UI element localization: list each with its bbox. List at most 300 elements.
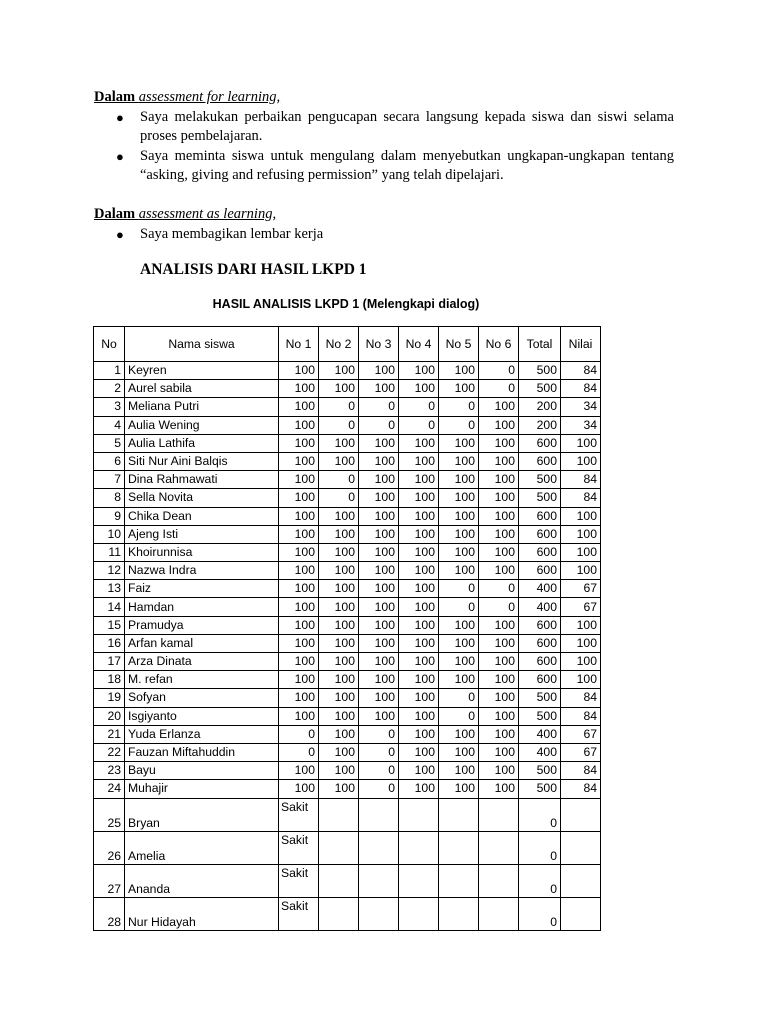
score-cell: 100	[479, 762, 519, 780]
row-number: 17	[94, 653, 125, 671]
nilai-cell: 100	[561, 525, 601, 543]
row-number: 27	[94, 864, 125, 897]
score-cell: 100	[399, 471, 439, 489]
score-cell: 100	[319, 616, 359, 634]
score-cell: 100	[279, 671, 319, 689]
student-name: Ananda	[125, 864, 279, 897]
column-header: Total	[519, 327, 561, 362]
section-assessment-for	[94, 88, 674, 185]
score-cell: 100	[479, 743, 519, 761]
score-cell: 100	[439, 634, 479, 652]
score-cell: 100	[439, 471, 479, 489]
score-cell: 100	[439, 525, 479, 543]
column-header: No	[94, 327, 125, 362]
score-cell: 100	[479, 707, 519, 725]
row-number: 23	[94, 762, 125, 780]
student-name: Yuda Erlanza	[125, 725, 279, 743]
score-cell: 100	[359, 562, 399, 580]
score-cell: 100	[399, 616, 439, 634]
score-cell: 100	[399, 598, 439, 616]
row-number: 1	[94, 362, 125, 380]
score-cell: 0	[319, 416, 359, 434]
score-cell: 100	[399, 762, 439, 780]
nilai-cell: 84	[561, 707, 601, 725]
table-row	[94, 634, 601, 652]
section-heading: Dalam assessment as learning,	[94, 206, 277, 222]
student-name: Hamdan	[125, 598, 279, 616]
column-header: Nilai	[561, 327, 601, 362]
score-cell: 0	[439, 580, 479, 598]
score-cell: 100	[319, 562, 359, 580]
total-cell: 500	[519, 489, 561, 507]
score-cell: 100	[359, 380, 399, 398]
student-name: Pramudya	[125, 616, 279, 634]
score-cell: 100	[479, 489, 519, 507]
score-cell: 0	[279, 743, 319, 761]
score-cell: 100	[279, 452, 319, 470]
total-cell: 600	[519, 616, 561, 634]
table-body	[94, 362, 601, 931]
nilai-cell: 84	[561, 780, 601, 798]
score-cell: 0	[359, 743, 399, 761]
total-cell: 200	[519, 416, 561, 434]
table-row	[94, 416, 601, 434]
score-cell: 100	[319, 725, 359, 743]
bullet-icon: ●	[116, 110, 124, 125]
row-number: 10	[94, 525, 125, 543]
row-number: 21	[94, 725, 125, 743]
score-cell: 100	[439, 434, 479, 452]
score-cell: 100	[479, 452, 519, 470]
score-cell: 100	[399, 380, 439, 398]
score-cell: 100	[399, 525, 439, 543]
score-cell: 100	[319, 743, 359, 761]
empty-cell	[319, 798, 359, 831]
score-cell: 100	[479, 434, 519, 452]
score-cell: 100	[279, 380, 319, 398]
row-number: 16	[94, 634, 125, 652]
score-cell: 100	[479, 416, 519, 434]
row-number: 18	[94, 671, 125, 689]
table-row	[94, 780, 601, 798]
nilai-cell: 67	[561, 598, 601, 616]
score-cell: 100	[319, 689, 359, 707]
section-heading: Dalam assessment for learning,	[94, 89, 281, 105]
score-cell: 100	[359, 598, 399, 616]
student-name: Faiz	[125, 580, 279, 598]
total-cell: 500	[519, 471, 561, 489]
score-cell: 0	[399, 416, 439, 434]
score-cell: 100	[359, 689, 399, 707]
student-name: Chika Dean	[125, 507, 279, 525]
row-number: 14	[94, 598, 125, 616]
score-cell: 100	[359, 525, 399, 543]
bullet-icon: ●	[116, 149, 124, 164]
score-cell: 100	[319, 380, 359, 398]
score-cell: 100	[279, 489, 319, 507]
table-row	[94, 725, 601, 743]
score-cell: 100	[439, 489, 479, 507]
student-name: Meliana Putri	[125, 398, 279, 416]
student-name: Fauzan Miftahuddin	[125, 743, 279, 761]
row-number: 12	[94, 562, 125, 580]
total-cell: 600	[519, 525, 561, 543]
empty-cell	[479, 864, 519, 897]
score-cell: 100	[479, 398, 519, 416]
row-number: 11	[94, 543, 125, 561]
score-cell: 0	[359, 725, 399, 743]
student-name: M. refan	[125, 671, 279, 689]
score-cell: 100	[439, 616, 479, 634]
total-cell: 500	[519, 707, 561, 725]
total-cell: 600	[519, 434, 561, 452]
total-cell: 500	[519, 762, 561, 780]
score-cell: 100	[279, 562, 319, 580]
score-cell: 0	[359, 780, 399, 798]
student-name: Sofyan	[125, 689, 279, 707]
score-cell: 100	[319, 507, 359, 525]
score-cell: 100	[439, 743, 479, 761]
score-cell: 100	[399, 707, 439, 725]
score-cell: 100	[439, 562, 479, 580]
score-cell: 100	[479, 525, 519, 543]
score-cell: 0	[359, 398, 399, 416]
column-header: No 3	[359, 327, 399, 362]
status-cell: Sakit	[279, 864, 319, 897]
section-assessment-as	[94, 205, 674, 244]
score-cell: 0	[439, 689, 479, 707]
score-cell: 0	[439, 707, 479, 725]
score-cell: 100	[479, 507, 519, 525]
score-cell: 0	[359, 416, 399, 434]
score-cell: 100	[399, 543, 439, 561]
student-name: Nur Hidayah	[125, 897, 279, 930]
score-cell: 100	[399, 434, 439, 452]
score-cell: 100	[439, 671, 479, 689]
status-cell: Sakit	[279, 831, 319, 864]
nilai-cell	[561, 831, 601, 864]
score-cell: 100	[279, 434, 319, 452]
nilai-cell: 100	[561, 543, 601, 561]
score-cell: 100	[399, 671, 439, 689]
score-cell: 100	[439, 507, 479, 525]
nilai-cell: 100	[561, 634, 601, 652]
score-cell: 0	[439, 598, 479, 616]
table-row	[94, 762, 601, 780]
score-cell: 100	[439, 452, 479, 470]
score-cell: 100	[319, 543, 359, 561]
row-number: 24	[94, 780, 125, 798]
bullet-icon: ●	[116, 227, 124, 242]
empty-cell	[399, 831, 439, 864]
bullet-list	[94, 108, 674, 185]
score-cell: 100	[359, 543, 399, 561]
row-number: 28	[94, 897, 125, 930]
score-cell: 100	[399, 452, 439, 470]
score-cell: 100	[479, 634, 519, 652]
total-cell: 500	[519, 780, 561, 798]
score-cell: 100	[439, 543, 479, 561]
score-cell: 100	[479, 671, 519, 689]
score-cell: 100	[399, 489, 439, 507]
total-cell: 400	[519, 598, 561, 616]
row-number: 13	[94, 580, 125, 598]
nilai-cell: 34	[561, 398, 601, 416]
student-name: Ajeng Isti	[125, 525, 279, 543]
score-cell: 100	[279, 525, 319, 543]
score-cell: 100	[399, 743, 439, 761]
empty-cell	[319, 864, 359, 897]
score-cell: 100	[279, 780, 319, 798]
list-item: ● Saya melakukan perbaikan pengucapan secara langsung kepada siswa dan siswi selama proses pembelajaran.	[116, 109, 674, 144]
score-cell: 100	[279, 762, 319, 780]
results-table	[93, 326, 601, 931]
total-cell: 500	[519, 362, 561, 380]
score-cell: 100	[279, 580, 319, 598]
row-number: 3	[94, 398, 125, 416]
student-name: Khoirunnisa	[125, 543, 279, 561]
student-name: Aulia Wening	[125, 416, 279, 434]
table-row	[94, 831, 601, 864]
score-cell: 100	[359, 489, 399, 507]
total-cell: 0	[519, 897, 561, 930]
table-row	[94, 543, 601, 561]
table-row	[94, 489, 601, 507]
row-number: 25	[94, 798, 125, 831]
student-name: Sella Novita	[125, 489, 279, 507]
nilai-cell: 100	[561, 671, 601, 689]
row-number: 19	[94, 689, 125, 707]
score-cell: 100	[279, 362, 319, 380]
row-number: 20	[94, 707, 125, 725]
nilai-cell: 67	[561, 725, 601, 743]
score-cell: 100	[319, 671, 359, 689]
score-cell: 100	[359, 471, 399, 489]
score-cell: 100	[279, 507, 319, 525]
nilai-cell: 67	[561, 743, 601, 761]
empty-cell	[439, 864, 479, 897]
total-cell: 200	[519, 398, 561, 416]
score-cell: 0	[399, 398, 439, 416]
score-cell: 100	[279, 689, 319, 707]
score-cell: 100	[279, 416, 319, 434]
score-cell: 100	[479, 471, 519, 489]
column-header: No 5	[439, 327, 479, 362]
score-cell: 0	[439, 416, 479, 434]
score-cell: 100	[399, 362, 439, 380]
student-name: Muhajir	[125, 780, 279, 798]
score-cell: 100	[399, 562, 439, 580]
table-row	[94, 598, 601, 616]
empty-cell	[479, 897, 519, 930]
score-cell: 0	[359, 762, 399, 780]
table-row	[94, 380, 601, 398]
student-name: Dina Rahmawati	[125, 471, 279, 489]
table-row	[94, 562, 601, 580]
empty-cell	[479, 798, 519, 831]
score-cell: 0	[279, 725, 319, 743]
row-number: 5	[94, 434, 125, 452]
total-cell: 600	[519, 653, 561, 671]
score-cell: 100	[439, 780, 479, 798]
score-cell: 100	[279, 398, 319, 416]
analysis-title: ANALISIS DARI HASIL LKPD 1	[140, 261, 367, 278]
nilai-cell: 100	[561, 616, 601, 634]
score-cell: 100	[359, 707, 399, 725]
row-number: 9	[94, 507, 125, 525]
student-name: Isgiyanto	[125, 707, 279, 725]
nilai-cell	[561, 864, 601, 897]
score-cell: 100	[279, 653, 319, 671]
table-row	[94, 398, 601, 416]
empty-cell	[359, 897, 399, 930]
table-row	[94, 707, 601, 725]
row-number: 7	[94, 471, 125, 489]
score-cell: 100	[359, 507, 399, 525]
score-cell: 100	[319, 762, 359, 780]
column-header: No 1	[279, 327, 319, 362]
score-cell: 0	[479, 580, 519, 598]
table-row	[94, 798, 601, 831]
score-cell: 100	[439, 653, 479, 671]
empty-cell	[359, 798, 399, 831]
score-cell: 100	[399, 634, 439, 652]
score-cell: 0	[319, 398, 359, 416]
student-name: Arfan kamal	[125, 634, 279, 652]
score-cell: 100	[479, 562, 519, 580]
score-cell: 100	[359, 671, 399, 689]
column-header: Nama siswa	[125, 327, 279, 362]
score-cell: 100	[319, 653, 359, 671]
score-cell: 100	[399, 689, 439, 707]
score-cell: 100	[439, 725, 479, 743]
empty-cell	[319, 897, 359, 930]
student-name: Aurel sabila	[125, 380, 279, 398]
score-cell: 100	[319, 780, 359, 798]
score-cell: 100	[319, 580, 359, 598]
student-name: Bryan	[125, 798, 279, 831]
total-cell: 600	[519, 507, 561, 525]
score-cell: 100	[439, 362, 479, 380]
column-header: No 6	[479, 327, 519, 362]
student-name: Amelia	[125, 831, 279, 864]
table-row	[94, 671, 601, 689]
nilai-cell	[561, 798, 601, 831]
list-item: ● Saya membagikan lembar kerja	[116, 226, 324, 242]
row-number: 4	[94, 416, 125, 434]
empty-cell	[399, 897, 439, 930]
score-cell: 100	[319, 434, 359, 452]
nilai-cell: 67	[561, 580, 601, 598]
list-item: ● Saya meminta siswa untuk mengulang dalam menyebutkan ungkapan-ungkapan tentang “asking, giving and refusing permission” yang telah dipelajari.	[116, 148, 674, 183]
status-cell: Sakit	[279, 897, 319, 930]
score-cell: 100	[359, 434, 399, 452]
table-title: HASIL ANALISIS LKPD 1 (Melengkapi dialog)	[212, 297, 480, 311]
table-row	[94, 653, 601, 671]
table-row	[94, 743, 601, 761]
column-header: No 2	[319, 327, 359, 362]
empty-cell	[439, 897, 479, 930]
nilai-cell: 84	[561, 762, 601, 780]
nilai-cell: 100	[561, 434, 601, 452]
table-row	[94, 897, 601, 930]
row-number: 26	[94, 831, 125, 864]
empty-cell	[479, 831, 519, 864]
total-cell: 500	[519, 689, 561, 707]
nilai-cell: 84	[561, 362, 601, 380]
empty-cell	[439, 798, 479, 831]
empty-cell	[439, 831, 479, 864]
student-name: Nazwa Indra	[125, 562, 279, 580]
table-row	[94, 580, 601, 598]
score-cell: 100	[359, 616, 399, 634]
score-cell: 0	[479, 362, 519, 380]
score-cell: 100	[279, 471, 319, 489]
score-cell: 100	[479, 725, 519, 743]
score-cell: 0	[479, 380, 519, 398]
row-number: 2	[94, 380, 125, 398]
empty-cell	[359, 864, 399, 897]
total-cell: 400	[519, 580, 561, 598]
total-cell: 600	[519, 452, 561, 470]
score-cell: 100	[319, 452, 359, 470]
table-row	[94, 471, 601, 489]
table-header-row	[94, 327, 601, 362]
total-cell: 600	[519, 671, 561, 689]
total-cell: 400	[519, 743, 561, 761]
total-cell: 400	[519, 725, 561, 743]
nilai-cell: 84	[561, 489, 601, 507]
empty-cell	[319, 831, 359, 864]
student-name: Siti Nur Aini Balqis	[125, 452, 279, 470]
total-cell: 0	[519, 798, 561, 831]
score-cell: 100	[319, 598, 359, 616]
score-cell: 100	[359, 634, 399, 652]
total-cell: 600	[519, 634, 561, 652]
score-cell: 100	[479, 616, 519, 634]
score-cell: 100	[399, 780, 439, 798]
score-cell: 100	[439, 762, 479, 780]
empty-cell	[399, 798, 439, 831]
row-number: 6	[94, 452, 125, 470]
row-number: 22	[94, 743, 125, 761]
status-cell: Sakit	[279, 798, 319, 831]
total-cell: 0	[519, 831, 561, 864]
table-row	[94, 507, 601, 525]
nilai-cell: 100	[561, 562, 601, 580]
score-cell: 100	[399, 653, 439, 671]
student-name: Bayu	[125, 762, 279, 780]
score-cell: 100	[479, 780, 519, 798]
table-row	[94, 452, 601, 470]
score-cell: 100	[359, 362, 399, 380]
student-name: Keyren	[125, 362, 279, 380]
table-row	[94, 689, 601, 707]
nilai-cell: 84	[561, 471, 601, 489]
nilai-cell: 100	[561, 653, 601, 671]
student-name: Arza Dinata	[125, 653, 279, 671]
row-number: 8	[94, 489, 125, 507]
total-cell: 600	[519, 543, 561, 561]
table-row	[94, 616, 601, 634]
total-cell: 0	[519, 864, 561, 897]
score-cell: 100	[319, 707, 359, 725]
nilai-cell: 34	[561, 416, 601, 434]
table-row	[94, 864, 601, 897]
score-cell: 0	[439, 398, 479, 416]
empty-cell	[359, 831, 399, 864]
score-cell: 100	[279, 616, 319, 634]
